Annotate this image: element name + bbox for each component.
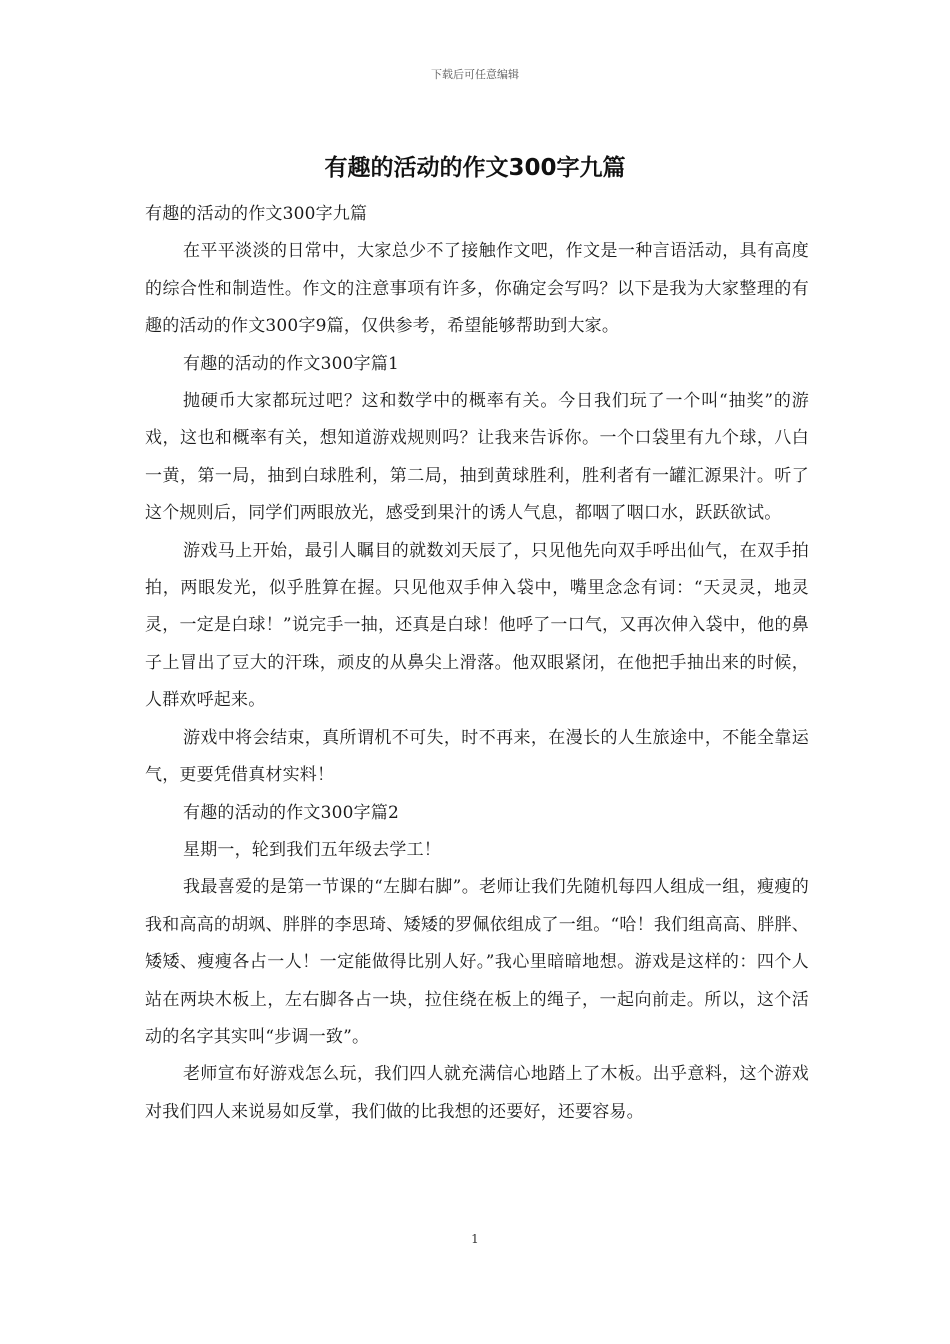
body-paragraph: 游戏马上开始，最引人瞩目的就数刘天辰了，只见他先向双手呼出仙气，在双手拍拍，两眼发光，似乎胜算在握。只见他双手伸入袋中，嘴里念念有词：“天灵灵，地灵灵，一定是白球！”说完手一抽，还真是白球！他呼了一口气，又再次伸入袋中，他的鼻子上冒出了豆大的汗珠，顽皮的从鼻尖上滑落。他双眼紧闭，在他把手抽出来的时候，人群欢呼起来。 <box>145 540 809 711</box>
section-heading-1: 有趣的活动的作文300字篇1 <box>183 353 400 374</box>
page-number: 1 <box>471 1232 479 1246</box>
body-paragraph: 老师宣布好游戏怎么玩，我们四人就充满信心地踏上了木板。出乎意料，这个游戏对我们四人来说易如反掌，我们做的比我想的还要好，还要容易。 <box>145 1064 809 1122</box>
body-paragraph: 游戏中将会结束，真所谓机不可失，时不再来，在漫长的人生旅途中，不能全靠运气，更要凭借真材实料！ <box>145 727 809 786</box>
page-header-note: 下载后可任意编辑 <box>431 68 519 81</box>
section-heading-2: 有趣的活动的作文300字篇2 <box>183 802 400 823</box>
subtitle-paragraph: 有趣的活动的作文300字九篇 <box>145 204 368 224</box>
body-paragraph: 星期一，轮到我们五年级去学工！ <box>183 839 441 860</box>
intro-paragraph: 在平平淡淡的日常中，大家总少不了接触作文吧，作文是一种言语活动，具有高度的综合性和制造性。作文的注意事项有许多，你确定会写吗？以下是我为大家整理的有趣的活动的作文300字9篇，仅供参考，希望能够帮助到大家。 <box>145 241 809 337</box>
body-paragraph: 我最喜爱的是第一节课的“左脚右脚”。老师让我们先随机每四人组成一组，瘦瘦的我和高高的胡飒、胖胖的李思琦、矮矮的罗佩依组成了一组。“哈！我们组高高、胖胖、矮矮、瘦瘦各占一人！一定能做得比别人好。”我心里暗暗地想。游戏是这样的：四个人站在两块木板上，左右脚各占一块，拉住绕在板上的绳子，一起向前走。所以，这个活动的名字其实叫“步调一致”。 <box>145 877 809 1047</box>
document-body <box>145 196 809 1131</box>
body-paragraph: 抛硬币大家都玩过吧？这和数学中的概率有关。今日我们玩了一个叫“抽奖”的游戏，这也和概率有关，想知道游戏规则吗？让我来告诉你。一个口袋里有九个球，八白一黄，第一局，抽到白球胜利，第二局，抽到黄球胜利，胜利者有一罐汇源果汁。听了这个规则后，同学们两眼放光，感受到果汁的诱人气息，都咽了咽口水，跃跃欲试。 <box>145 391 809 524</box>
document-title: 有趣的活动的作文300字九篇 <box>324 155 626 181</box>
